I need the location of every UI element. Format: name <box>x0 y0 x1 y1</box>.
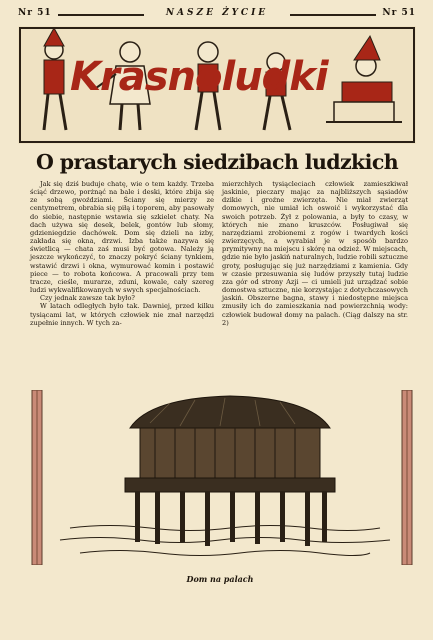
issue-number-left: Nr 51 <box>18 8 52 18</box>
stilt-house-illustration <box>30 388 410 588</box>
article-paragraph: Jak się dziś buduje chatę, wie o tem każdy. Trzeba ściąć drzewo, porżnąć na bale i deski, które zbija się ze sobą gwoździami. Ściany się mierzy ze centymetrem, obrabia się piłą i toporem, aby pasowały do siebie, następnie wstawia się szkielet chaty. Na dach używa się desek, belek, gontów lub słomy, gdzieniegdzie dachówek. Dom się dzieli na izby, zakłada się okna, drzwi. Izba także nazywa się świetlicą — chata zaś musi być gotowa. Należy ją jeszcze wykończyć, to znaczy pokryć ściany tynkiem, wstawić drzwi i okna, wymurować komin i postawić piece — to robota końcowa. A pracowali przy tem tracze, cieśle, murarze, zduni, kowale, cały szereg ludzi wykwalifikowanych w swych specjalnościach. <box>30 180 214 295</box>
figure-caption: Dom na palach <box>186 574 254 584</box>
banner-title: Krasnoludki <box>70 54 328 100</box>
article-headline: O prastarych siedzibach ludzkich <box>35 150 399 174</box>
article-paragraph: W latach odległych było tak. Dawniej, przed kilku tysiącami lat, w których człowiek nie znał narzędzi zupełnie innych. W tych za- <box>30 302 214 327</box>
header-bar <box>18 8 416 22</box>
article-column-right <box>222 180 408 327</box>
krasnoludki-banner <box>18 26 416 144</box>
header-rule-right <box>290 14 376 16</box>
article-column-left <box>30 180 214 327</box>
article-paragraph: mierzchłych tysiącleciach człowiek zamieszkiwał jaskinie, pieczary mając za najbliższych sąsiadów dzikie i groźne zwierzęta. Nie miał zwierząt domowych, nie umiał ich oswoić i wykorzystać dla swoich potrzeb. Żył z polowania, a były to czasy, w których nie znano kruszców. Posługiwał się narzędziami zrobionemi z rogów i twardych kości zwierzęcych, a wyrabiał je w sposób bardzo prymitywny na miejscu i skórę na odzież. W miejscach, gdzie nie było jaskiń naturalnych, ludzie robili sztuczne groty, posługując się już narzędziami z kamienia. Gdy w czasie przesuwania się ludów przyszły tutaj ludzie zza gór od strony Azji — ci umieli już urządzać sobie domostwa sztuczne, nie korzystając z dotychczasowych jaskiń. Obszerne bagna, stawy i niedostępne miejsca zmusiły ich do zamieszkania nad powierzchnią wody: człowiek budował domy na palach. (Ciąg dalszy na str. 2) <box>222 180 408 327</box>
masthead: NASZE ŻYCIE <box>165 8 269 18</box>
issue-number-right: Nr 51 <box>382 8 416 18</box>
article-paragraph: Czy jednak zawsze tak było? <box>40 294 135 303</box>
